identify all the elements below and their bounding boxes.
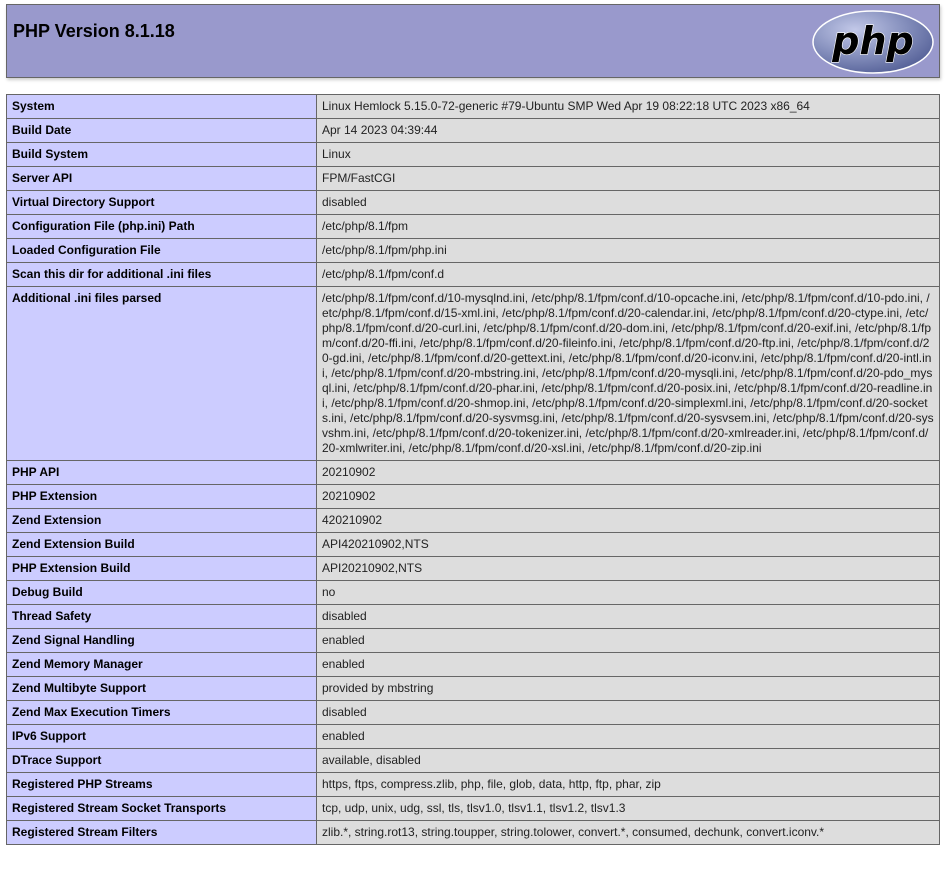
info-value: 420210902 [317,509,940,533]
info-label: Zend Multibyte Support [7,677,317,701]
info-row [7,677,940,701]
info-row [7,701,940,725]
info-value: Apr 14 2023 04:39:44 [317,119,940,143]
info-label: Debug Build [7,581,317,605]
info-row [7,287,940,461]
info-label: Virtual Directory Support [7,191,317,215]
info-row [7,773,940,797]
info-row [7,653,940,677]
info-row [7,725,940,749]
info-value: no [317,581,940,605]
info-label: PHP Extension [7,485,317,509]
info-label: Zend Memory Manager [7,653,317,677]
info-row [7,797,940,821]
info-label: Registered Stream Filters [7,821,317,845]
info-row [7,557,940,581]
info-label: Zend Extension [7,509,317,533]
info-row [7,191,940,215]
php-logo[interactable] [811,9,935,75]
info-row [7,167,940,191]
info-row [7,263,940,287]
info-row [7,215,940,239]
info-row [7,143,940,167]
info-value: Linux [317,143,940,167]
info-value: disabled [317,605,940,629]
info-label: IPv6 Support [7,725,317,749]
info-label: Registered PHP Streams [7,773,317,797]
info-value: /etc/php/8.1/fpm/conf.d/10-mysqlnd.ini, /etc/php/8.1/fpm/conf.d/10-opcache.ini, /etc/php/8.1/fpm/conf.d/10-pdo.ini, /etc/php/8.1/fpm/conf.d/15-xml.ini, /etc/php/8.1/fpm/conf.d/20-calendar.ini, /etc/php/8.1/fpm/conf.d/20-ctype.ini, /etc/php/8.1/fpm/conf.d/20-curl.ini, /etc/php/8.1/fpm/conf.d/20-dom.ini, /etc/php/8.1/fpm/conf.d/20-exif.ini, /etc/php/8.1/fpm/conf.d/20-ffi.ini, /etc/php/8.1/fpm/conf.d/20-fileinfo.ini, /etc/php/8.1/fpm/conf.d/20-ftp.ini, /etc/php/8.1/fpm/conf.d/20-gd.ini, /etc/php/8.1/fpm/conf.d/20-gettext.ini, /etc/php/8.1/fpm/conf.d/20-iconv.ini, /etc/php/8.1/fpm/conf.d/20-intl.ini, /etc/php/8.1/fpm/conf.d/20-mbstring.ini, /etc/php/8.1/fpm/conf.d/20-mysqli.ini, /etc/php/8.1/fpm/conf.d/20-pdo_mysql.ini, /etc/php/8.1/fpm/conf.d/20-phar.ini, /etc/php/8.1/fpm/conf.d/20-posix.ini, /etc/php/8.1/fpm/conf.d/20-readline.ini, /etc/php/8.1/fpm/conf.d/20-shmop.ini, /etc/php/8.1/fpm/conf.d/20-simplexml.ini, /etc/php/8.1/fpm/conf.d/20-sockets.ini, /etc/php/8.1/fpm/conf.d/20-sysvmsg.ini, /etc/php/8.1/fpm/conf.d/20-sysvsem.ini, /etc/php/8.1/fpm/conf.d/20-sysvshm.ini, /etc/php/8.1/fpm/conf.d/20-tokenizer.ini, /etc/php/8.1/fpm/conf.d/20-xmlreader.ini, /etc/php/8.1/fpm/conf.d/20-xmlwriter.ini, /etc/php/8.1/fpm/conf.d/20-xsl.ini, /etc/php/8.1/fpm/conf.d/20-zip.ini [317,287,940,461]
info-label: DTrace Support [7,749,317,773]
info-value: FPM/FastCGI [317,167,940,191]
info-label: PHP Extension Build [7,557,317,581]
info-value: enabled [317,725,940,749]
info-value: enabled [317,653,940,677]
info-row [7,821,940,845]
info-label: Zend Extension Build [7,533,317,557]
info-label: Scan this dir for additional .ini files [7,263,317,287]
info-row [7,629,940,653]
info-row [7,749,940,773]
info-value: https, ftps, compress.zlib, php, file, glob, data, http, ftp, phar, zip [317,773,940,797]
info-value: disabled [317,191,940,215]
info-row [7,605,940,629]
info-value: zlib.*, string.rot13, string.toupper, string.tolower, convert.*, consumed, dechunk, convert.iconv.* [317,821,940,845]
info-label: Additional .ini files parsed [7,287,317,461]
info-label: Zend Max Execution Timers [7,701,317,725]
info-row [7,485,940,509]
info-label: Zend Signal Handling [7,629,317,653]
info-value: disabled [317,701,940,725]
php-logo-text: php [832,19,914,63]
info-row [7,95,940,119]
php-version-header [6,4,940,78]
info-value: available, disabled [317,749,940,773]
info-label: Configuration File (php.ini) Path [7,215,317,239]
info-label: Loaded Configuration File [7,239,317,263]
info-row [7,509,940,533]
info-value: Linux Hemlock 5.15.0-72-generic #79-Ubuntu SMP Wed Apr 19 08:22:18 UTC 2023 x86_64 [317,95,940,119]
info-label: Thread Safety [7,605,317,629]
info-value: /etc/php/8.1/fpm/php.ini [317,239,940,263]
info-value: 20210902 [317,485,940,509]
info-label: Build System [7,143,317,167]
info-row [7,461,940,485]
page-title: PHP Version 8.1.18 [13,21,175,41]
info-label: PHP API [7,461,317,485]
info-value: API20210902,NTS [317,557,940,581]
info-value: tcp, udp, unix, udg, ssl, tls, tlsv1.0, tlsv1.1, tlsv1.2, tlsv1.3 [317,797,940,821]
info-label: Server API [7,167,317,191]
info-value: enabled [317,629,940,653]
php-info-table [6,94,940,845]
info-value: /etc/php/8.1/fpm [317,215,940,239]
info-label: Build Date [7,119,317,143]
info-value: 20210902 [317,461,940,485]
info-row [7,533,940,557]
info-label: System [7,95,317,119]
info-value: provided by mbstring [317,677,940,701]
info-label: Registered Stream Socket Transports [7,797,317,821]
info-row [7,239,940,263]
info-row [7,119,940,143]
info-row [7,581,940,605]
info-value: /etc/php/8.1/fpm/conf.d [317,263,940,287]
info-value: API420210902,NTS [317,533,940,557]
